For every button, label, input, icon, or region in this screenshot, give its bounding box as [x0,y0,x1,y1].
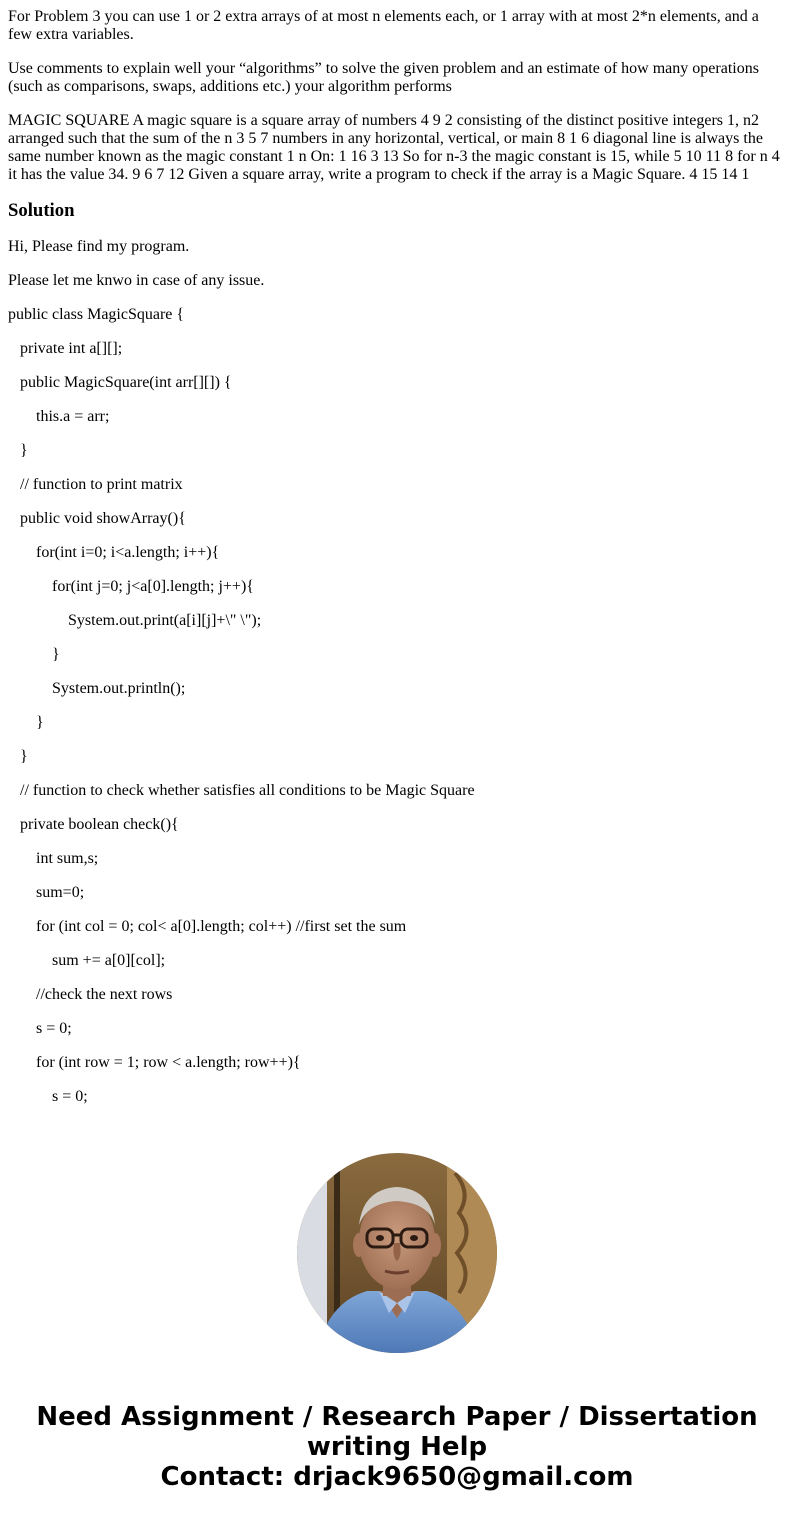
code-line: // function to check whether satisfies all conditions to be Magic Square [8,782,475,799]
code-line: for(int i=0; i<a.length; i++){ [8,544,220,561]
code-line: } [8,748,28,765]
code-line: s = 0; [8,1088,88,1105]
code-line: public MagicSquare(int arr[][]) { [8,374,232,391]
solution-note-text: Please let me knwo in case of any issue. [8,272,265,289]
problem-intro-text: For Problem 3 you can use 1 or 2 extra arrays of at most n elements each, or 1 array with at most 2*n elements, and a few extra variables. [8,8,759,43]
document-body [8,8,786,1122]
footer-line-1: Need Assignment / Research Paper / Dissertation [36,1402,758,1432]
solution-intro-text: Hi, Please find my program. [8,238,190,255]
code-line: public class MagicSquare { [8,306,185,323]
code-line: public void showArray(){ [8,510,186,527]
magic-square-problem-text: MAGIC SQUARE A magic square is a square array of numbers 4 9 2 consisting of the distinct positive integers 1, n2 arranged such that the sum of the n 3 5 7 numbers in any horizontal, vertical, or main 8 1 6 diagonal line is always the same number known as the magic constant 1 n On: 1 16 3 13 So for n-3 the magic constant is 15, while 5 10 11 8 for n 4 it has the value 34. 9 6 7 12 Given a square array, write a program to check if the array is a Magic Square. 4 15 14 1 [8,112,780,183]
code-line: int sum,s; [8,850,99,867]
footer-contact-line: Contact: drjack9650@gmail.com [160,1462,634,1492]
code-line: } [8,442,28,459]
code-line: System.out.println(); [8,680,186,697]
code-line: private boolean check(){ [8,816,179,833]
code-line: // function to print matrix [8,476,183,493]
code-line: s = 0; [8,1020,72,1037]
code-line: } [8,714,44,731]
code-line: for(int j=0; j<a[0].length; j++){ [8,578,254,595]
code-line: this.a = arr; [8,408,110,425]
tutor-avatar-photo [297,1153,497,1353]
footer-line-2: writing Help [306,1432,488,1462]
code-line: for (int col = 0; col< a[0].length; col++) //first set the sum [8,918,407,935]
code-listing [8,306,786,1106]
code-line: } [8,646,60,663]
code-line: System.out.print(a[i][j]+\" \"); [8,612,262,629]
problem-instructions-text: Use comments to explain well your “algorithms” to solve the given problem and an estimate of how many operations (such as comparisons, swaps, additions etc.) your algorithm performs [8,60,759,95]
code-line: for (int row = 1; row < a.length; row++){ [8,1054,301,1071]
solution-heading: Solution [8,200,75,221]
code-line: sum += a[0][col]; [8,952,166,969]
code-line: //check the next rows [8,986,173,1003]
footer-advertisement [0,1402,794,1492]
code-line: private int a[][]; [8,340,123,357]
code-line: sum=0; [8,884,85,901]
